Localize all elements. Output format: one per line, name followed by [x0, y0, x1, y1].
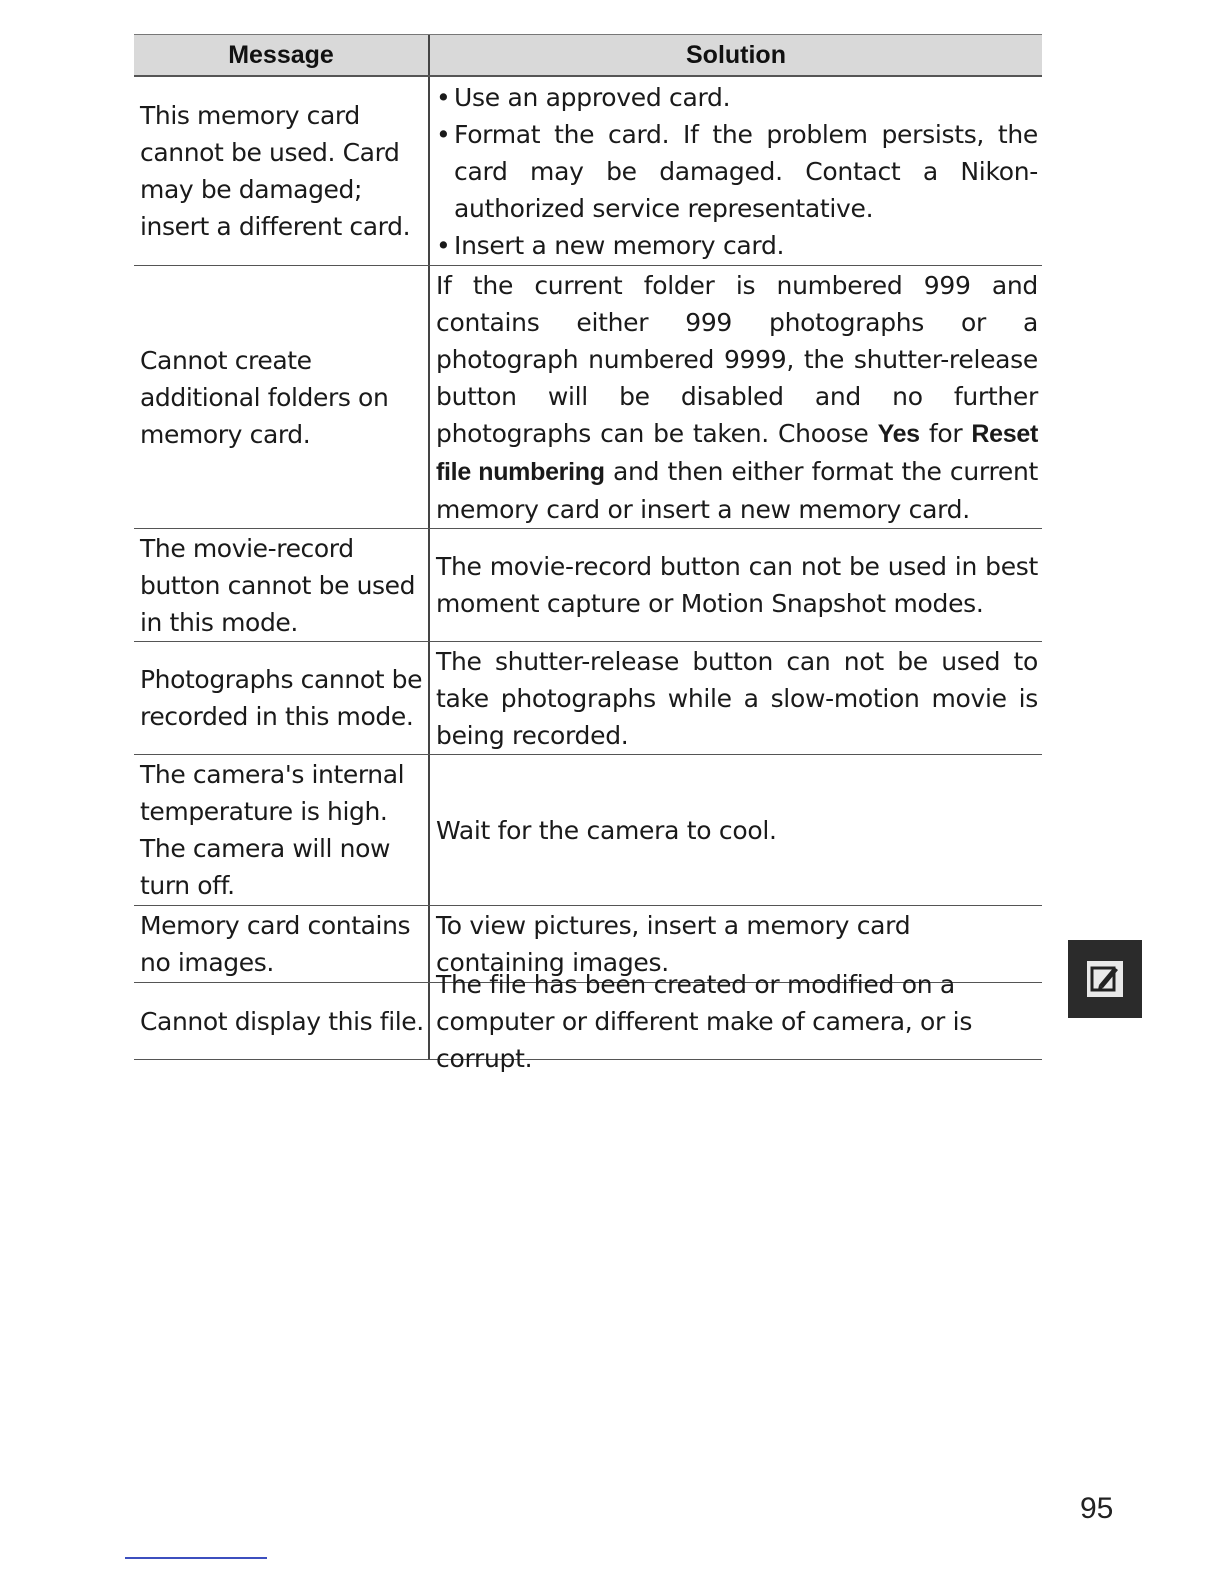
message-cell	[134, 906, 430, 982]
solution-text: Wait for the camera to cool.	[436, 815, 777, 845]
solution-cell	[430, 529, 1042, 641]
message-text: This memory card cannot be used. Card may be damaged; insert a different card.	[140, 101, 411, 241]
solution-cell	[430, 77, 1042, 265]
header-message: Message	[134, 35, 430, 75]
solution-cell	[430, 969, 1042, 1073]
message-text: Cannot display this file.	[140, 1006, 424, 1036]
reset-file-numbering-label: Reset file numbering	[436, 419, 1038, 486]
message-cell	[134, 642, 430, 754]
solution-text-part: and then either format the current memory card or insert a new memory card.	[436, 456, 1038, 524]
table-row	[134, 266, 1042, 529]
yes-option-label: Yes	[877, 419, 920, 448]
troubleshooting-tab-icon	[1087, 961, 1123, 997]
table-row	[134, 642, 1042, 755]
solution-text: To view pictures, insert a memory card containing images.	[436, 911, 911, 977]
message-cell	[134, 755, 430, 905]
message-text: The movie-record button cannot be used in this mode.	[140, 533, 416, 637]
table-row	[134, 755, 1042, 906]
header-solution: Solution	[686, 40, 786, 69]
message-text: Memory card contains no images.	[140, 911, 411, 977]
solution-text	[436, 267, 1038, 528]
solution-list	[436, 79, 1038, 264]
message-text: The camera's internal temperature is high. The camera will now turn off.	[140, 760, 405, 900]
solution-text: The shutter-release button can not be used to take photographs while a slow-motion movie is being recorded.	[436, 646, 1038, 750]
solution-text-part: If the current folder is numbered 999 and contains either 999 photographs or a photograph numbered 9999, the shutter-release button will be disabled and no further photographs can be taken. Choose	[436, 270, 1038, 448]
message-text: Cannot create additional folders on memory card.	[140, 345, 389, 449]
pencil-icon	[1087, 961, 1123, 997]
solution-bullet: • Use an approved card.	[436, 79, 1038, 116]
table-row	[134, 969, 1042, 1073]
table-row	[134, 77, 1042, 266]
solution-cell	[430, 266, 1042, 528]
table-header	[134, 34, 1042, 77]
solution-cell	[430, 755, 1042, 905]
message-cell	[134, 266, 430, 528]
solution-text: The movie-record button can not be used in best moment capture or Motion Snapshot modes.	[436, 552, 1038, 618]
troubleshooting-tab	[1068, 940, 1142, 1018]
footer-rule	[125, 1557, 267, 1559]
message-cell	[134, 77, 430, 265]
page-number: 95	[1080, 1492, 1114, 1525]
message-text: Photographs cannot be recorded in this mode.	[140, 665, 423, 731]
message-cell	[134, 529, 430, 641]
solution-text: The file has been created or modified on a computer or different make of camera, or is corrupt.	[436, 969, 973, 1073]
solution-bullet: • Format the card. If the problem persists, the card may be damaged. Contact a Nikon-authorized service representative.	[436, 116, 1038, 227]
solution-cell	[430, 642, 1042, 754]
solution-text-part: for	[919, 418, 972, 448]
solution-bullet: • Insert a new memory card.	[436, 227, 1038, 264]
error-message-table	[134, 34, 1042, 1073]
table-row	[134, 529, 1042, 642]
message-cell	[134, 983, 430, 1059]
